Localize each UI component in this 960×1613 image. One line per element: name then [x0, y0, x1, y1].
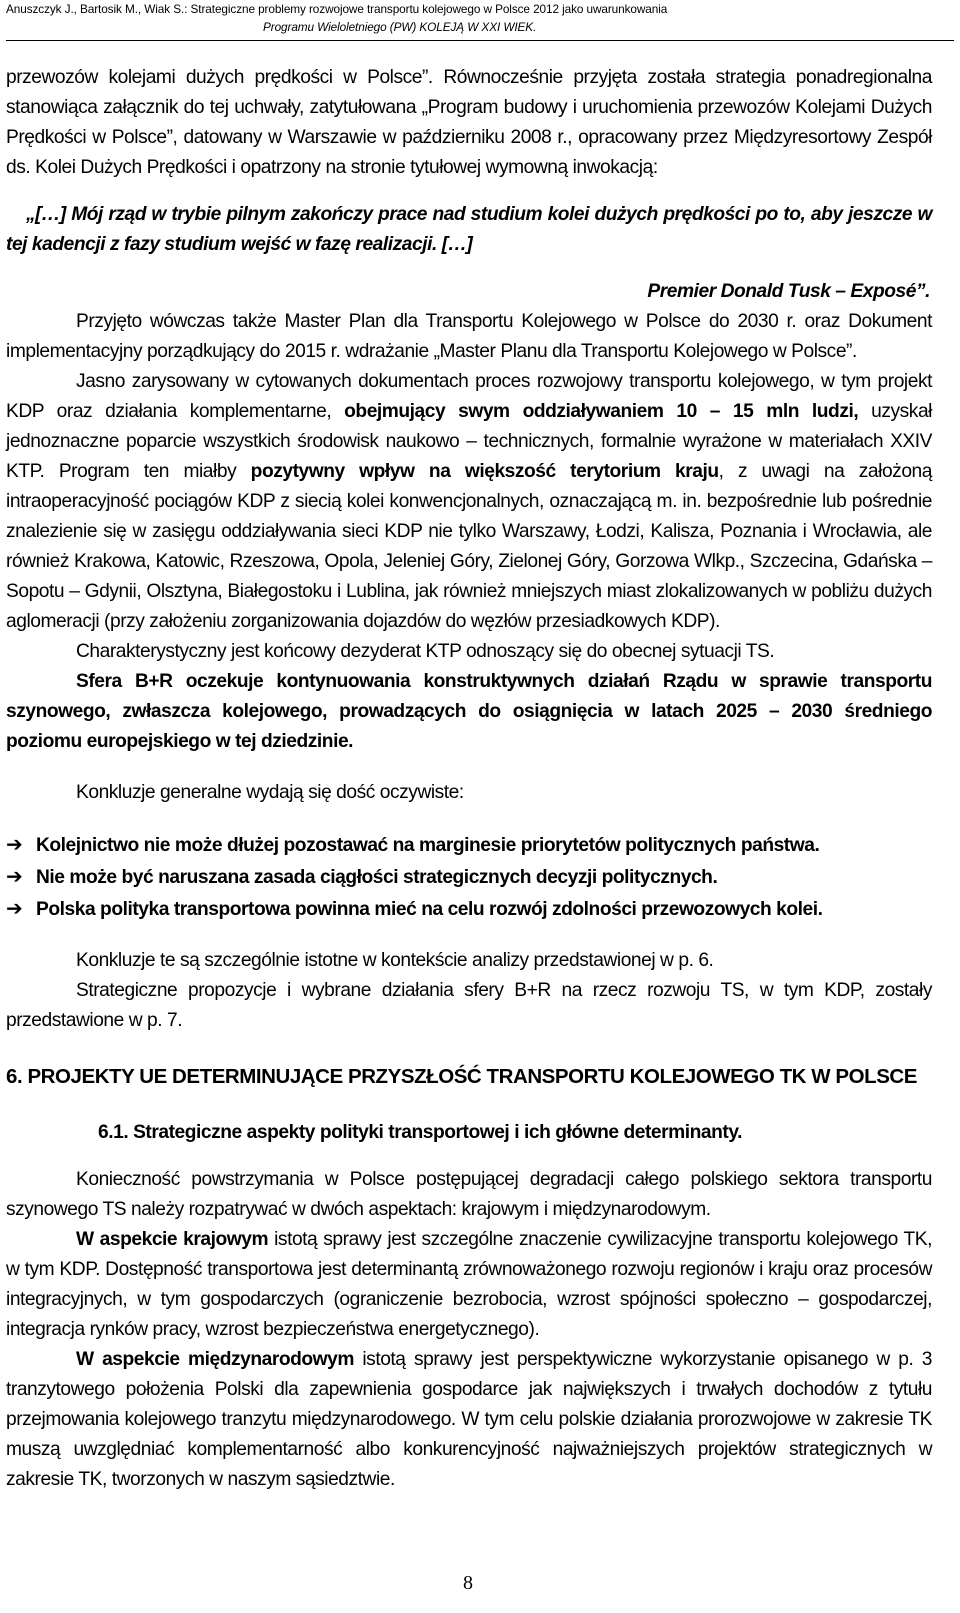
paragraph-national-aspect — [6, 1225, 932, 1345]
paragraph-conclusions-note: Konkluzje te są szczególnie istotne w kontekście analizy przedstawionej w p. 6. — [76, 950, 714, 971]
arrow-right-icon: ➔ — [6, 832, 23, 856]
paragraph-conclusions-intro: Konkluzje generalne wydają się dość oczywiste: — [76, 782, 464, 803]
conclusion-item — [6, 861, 932, 893]
paragraph-kdp-impact — [6, 367, 932, 637]
running-header — [6, 0, 954, 41]
conclusion-item — [6, 893, 932, 925]
paragraph-kdp-emphasis-1: obejmujący swym oddziaływaniem 10 – 15 mln ludzi, — [344, 401, 859, 422]
quote-signature: Premier Donald Tusk – Exposé”. — [647, 281, 930, 302]
section-heading: 6. PROJEKTY UE DETERMINUJĄCE PRZYSZŁOŚĆ TRANSPORTU KOLEJOWEGO TK W POLSCE — [6, 1065, 918, 1088]
paragraph-degradation: Konieczność powstrzymania w Polsce postępującej degradacji całego polskiego sektora transportu szynowego TS należy rozpatrywać w dwóch aspektach: krajowym i międzynarodowym. — [6, 1169, 932, 1220]
paragraph-international-aspect — [6, 1345, 932, 1495]
conclusion-item — [6, 829, 932, 861]
conclusions-list — [6, 829, 932, 925]
header-line-2: Programu Wieloletniego (PW) KOLEJĄ W XXI WIEK. — [263, 20, 537, 34]
paragraph-kdp-emphasis-2: pozytywny wpływ na większość terytorium kraju — [250, 461, 719, 482]
paragraph-ktp-desideratum: Charakterystyczny jest końcowy dezyderat KTP odnoszący się do obecnej sytuacji TS. — [76, 641, 775, 662]
conclusion-text: Polska polityka transportowa powinna mieć na celu rozwój zdolności przewozowych kolei. — [36, 899, 823, 920]
subsection-heading: 6.1. Strategiczne aspekty polityki transportowej i ich główne determinanty. — [98, 1122, 743, 1143]
paragraph-kdp-text-1: Jasno zarysowany w cytowanych dokumentach proces rozwojowy transportu kolejowego, w tym projekt KDP oraz działania komplementarne, — [6, 371, 932, 422]
page-number: 8 — [463, 1572, 473, 1594]
paragraph-kdp-text-2: uzyskał jednoznaczne poparcie wszystkich środowisk naukowo – technicznych, formalnie wyrażone w materiałach XXIV KTP. Program ten miałby — [6, 401, 932, 482]
arrow-right-icon: ➔ — [6, 896, 23, 920]
national-aspect-text: istotą sprawy jest szczególne znaczenie cywilizacyjne transportu kolejowego TK, w tym KDP. Dostępność transportowa jest determinantą zrównoważonego rozwoju regionów i kraju oraz procesów integracyjnych, w tym gospodarczych (ograniczenie bezrobocia, wzrost spójności społeczno – gospodarczej, integracja rynków pracy, wzrost bezpieczeństwa energetycznego). — [6, 1229, 932, 1340]
paragraph-kdp-text-3: , z uwagi na założoną intraoperacyjność pociągów KDP z siecią kolei konwencjonalnych, oznaczającą m. in. bezpośrednie lub pośrednie znalezienie się w zasięgu oddziaływania sieci KDP nie tylko Warszawy, Łodzi, Kalisza, Poznania i Wrocławia, ale również Krakowa, Katowic, Rzeszowa, Opola, Jeleniej Góry, Zielonej Góry, Gorzowa Wlkp., Szczecina, Gdańska – Sopotu – Gdynii, Olsztyna, Białegostoku i Lublina, jak również mniejszych miast zlokalizowanych w pobliżu dużych aglomeracji (przy założeniu zorganizowania dojazdów do węzłów przesiadkowych KDP). — [6, 461, 932, 632]
paragraph-proposals: Strategiczne propozycje i wybrane działania sfery B+R na rzecz rozwoju TS, w tym KDP, zostały przedstawione w p. 7. — [6, 980, 932, 1031]
br-expectation-text: Sfera B+R oczekuje kontynuowania konstruktywnych działań Rządu w sprawie transportu szynowego, zwłaszcza kolejowego, prowadzących do osiągnięcia w latach 2025 – 2030 średniego poziomu europejskiego w tej dziedzinie. — [6, 671, 932, 752]
page-body — [6, 63, 932, 1495]
arrow-right-icon: ➔ — [6, 864, 23, 888]
header-line-1: Anuszczyk J., Bartosik M., Wiak S.: Strategiczne problemy rozwojowe transportu kolejowego w Polsce 2012 jako uwarunkowania — [6, 2, 668, 16]
paragraph-intro: przewozów kolejami dużych prędkości w Polsce”. Równocześnie przyjęta została strategia ponadregionalna stanowiąca załącznik do tej uchwały, zatytułowana „Program budowy i uruchomienia przewozów Kolejami Dużych Prędkości w Polsce”, datowany w Warszawie w październiku 2008 r., opracowany przez Międzyresortowy Zespół ds. Kolei Dużych Prędkości i opatrzony na stronie tytułowej wymowną inwokacją: — [6, 67, 932, 178]
paragraph-br-expectation — [6, 667, 932, 757]
conclusion-text: Kolejnictwo nie może dłużej pozostawać na marginesie priorytetów politycznych państwa. — [36, 835, 820, 856]
paragraph-master-plan: Przyjęto wówczas także Master Plan dla Transportu Kolejowego w Polsce do 2030 r. oraz Dokument implementacyjny porządkujący do 2015 r. wdrażanie „Master Planu dla Transportu Kolejowego w Polsce”. — [6, 311, 932, 362]
national-aspect-lead: W aspekcie krajowym — [76, 1229, 269, 1250]
conclusion-text: Nie może być naruszana zasada ciągłości strategicznych decyzji politycznych. — [36, 867, 718, 888]
international-aspect-lead: W aspekcie międzynarodowym — [76, 1349, 354, 1370]
quote-text: „[…] Mój rząd w trybie pilnym zakończy prace nad studium kolei dużych prędkości po to, aby jeszcze w tej kadencji z fazy studium wejść w fazę realizacji. […] — [6, 204, 932, 255]
international-aspect-text: istotą sprawy jest perspektywiczne wykorzystanie opisanego w p. 3 tranzytowego położenia Polski dla zapewnienia gospodarce jak największych i trwałych dochodów z tytułu przejmowania kolejowego tranzytu międzynarodowego. W tym celu polskie działania prorozwojowe w zakresie TK muszą uwzględniać komplementarność albo konkurencyjność najważniejszych projektów strategicznych w zakresie TK, tworzonych w naszym sąsiedztwie. — [6, 1349, 932, 1490]
